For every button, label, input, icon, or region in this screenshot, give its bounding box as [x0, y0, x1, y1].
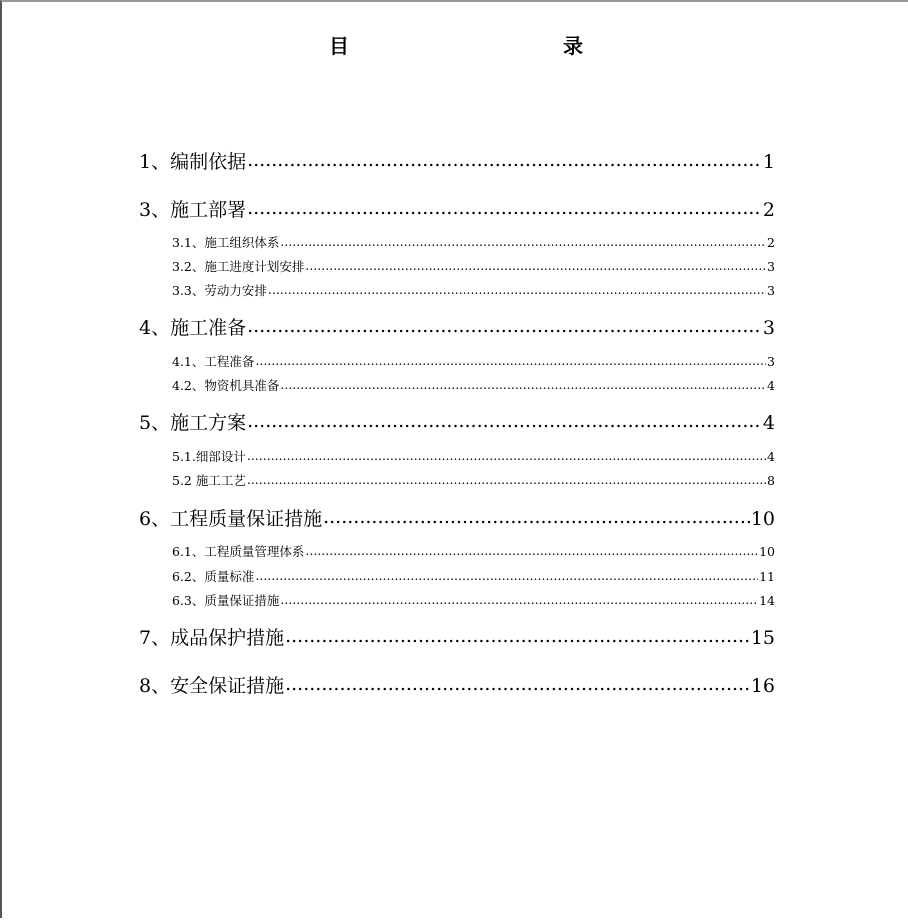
- toc-page-number: 3: [762, 317, 775, 339]
- dot-leader: [247, 449, 766, 462]
- toc-entry-label: 6.1、工程质量管理体系: [172, 544, 305, 559]
- toc-entry-label: 4.2、物资机具准备: [172, 378, 280, 393]
- dot-leader: [285, 625, 750, 644]
- dot-leader: [247, 149, 762, 168]
- toc-entry-label: 4、施工准备: [139, 317, 247, 339]
- dot-leader: [255, 354, 766, 367]
- dot-leader: [255, 569, 758, 582]
- toc-entry-6[interactable]: [139, 504, 775, 531]
- dot-leader: [247, 315, 762, 334]
- toc-entry-label: 5.1.细部设计: [172, 449, 246, 464]
- toc-entry-3-1[interactable]: [172, 233, 775, 251]
- dot-leader: [280, 378, 766, 391]
- toc-entry-6-1[interactable]: [172, 542, 775, 560]
- toc-entry-6-2[interactable]: [172, 567, 775, 585]
- toc-page-number: 4: [767, 378, 775, 393]
- toc-page-number: 15: [750, 627, 775, 649]
- toc-entry-label: 6.2、质量标准: [172, 569, 255, 584]
- toc-entry-5-1[interactable]: [172, 447, 775, 465]
- toc-page-number: 3: [767, 259, 775, 274]
- toc-entry-label: 6、工程质量保证措施: [139, 508, 323, 530]
- toc-page-number: 14: [759, 593, 775, 608]
- toc-entry-7[interactable]: [139, 623, 775, 650]
- toc-title: 目 录: [329, 34, 641, 58]
- toc-page-number: 2: [767, 235, 775, 250]
- toc-entry-1[interactable]: [139, 147, 775, 174]
- toc-entry-5-2[interactable]: [172, 471, 775, 489]
- toc-entry-3[interactable]: [139, 195, 775, 222]
- dot-leader: [323, 506, 750, 525]
- dot-leader: [247, 410, 762, 429]
- toc-page-number: 4: [762, 412, 775, 434]
- toc-entry-8[interactable]: [139, 671, 775, 698]
- toc-entry-5[interactable]: [139, 408, 775, 435]
- toc-page-number: 4: [767, 449, 775, 464]
- toc-entry-label: 6.3、质量保证措施: [172, 593, 280, 608]
- toc-entry-label: 5.2 施工工艺: [172, 473, 246, 488]
- toc-entry-label: 3.2、施工进度计划安排: [172, 259, 305, 274]
- toc-entry-3-2[interactable]: [172, 257, 775, 275]
- toc-page-number: 8: [767, 473, 775, 488]
- toc-entry-4-2[interactable]: [172, 376, 775, 394]
- toc-page-number: 2: [762, 199, 775, 221]
- toc-entry-label: 5、施工方案: [139, 412, 247, 434]
- toc-entry-3-3[interactable]: [172, 281, 775, 299]
- dot-leader: [305, 544, 758, 557]
- toc-entry-label: 8、安全保证措施: [139, 675, 285, 697]
- toc-page-number: 10: [750, 508, 775, 530]
- toc-entry-label: 7、成品保护措施: [139, 627, 285, 649]
- dot-leader: [285, 673, 750, 692]
- toc-entry-4[interactable]: [139, 313, 775, 340]
- toc-entry-4-1[interactable]: [172, 352, 775, 370]
- toc-page-number: 3: [767, 283, 775, 298]
- toc-page-number: 16: [750, 675, 775, 697]
- toc-entry-label: 1、编制依据: [139, 151, 247, 173]
- dot-leader: [280, 593, 758, 606]
- toc-entry-label: 3、施工部署: [139, 199, 247, 221]
- toc-page-number: 1: [762, 151, 775, 173]
- dot-leader: [268, 283, 766, 296]
- toc-entry-label: 4.1、工程准备: [172, 354, 255, 369]
- toc-entry-label: 3.3、劳动力安排: [172, 283, 267, 298]
- toc-entry-6-3[interactable]: [172, 591, 775, 609]
- toc-page-number: 11: [759, 569, 775, 584]
- dot-leader: [305, 259, 766, 272]
- toc-page-number: 3: [767, 354, 775, 369]
- toc-entry-label: 3.1、施工组织体系: [172, 235, 280, 250]
- toc-page-number: 10: [759, 544, 775, 559]
- table-of-contents: [2, 2, 908, 920]
- dot-leader: [247, 473, 766, 486]
- dot-leader: [247, 197, 762, 216]
- dot-leader: [280, 235, 766, 248]
